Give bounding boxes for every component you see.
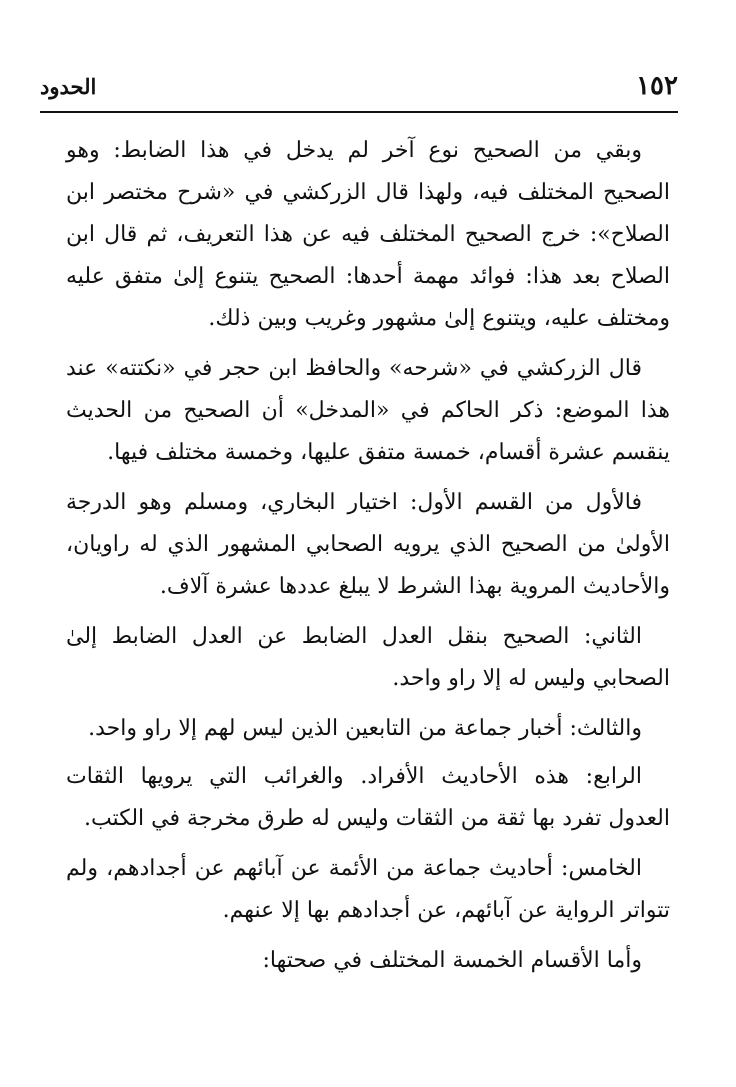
paragraph: والثالث: أخبار جماعة من التابعين الذين ليس لهم إلا راو واحد. <box>88 716 642 741</box>
paragraph: الرابع: هذه الأحاديث الأفراد. والغرائب التي يرويها الثقات العدول تفرد بها ثقة من الثقات وليس له طرق مخرجة في الكتب. <box>66 764 670 831</box>
paragraph: فالأول من القسم الأول: اختيار البخاري، ومسلم وهو الدرجة الأولىٰ من الصحيح الذي يرويه الصحابي المشهور الذي له راويان، والأحاديث المروية بهذا الشرط لا يبلغ عددها عشرة آلاف. <box>66 490 670 599</box>
page-body <box>66 130 670 990</box>
paragraph: وبقي من الصحيح نوع آخر لم يدخل في هذا الضابط: وهو الصحيح المختلف فيه، ولهذا قال الزركشي في «شرح مختصر ابن الصلاح»: خرج الصحيح المختلف فيه عن هذا التعريف، ثم قال ابن الصلاح بعد هذا: فوائد مهمة أحدها: الصحيح يتنوع إلىٰ متفق عليه ومختلف عليه، ويتنوع إلىٰ مشهور وغريب وبين ذلك. <box>66 138 670 331</box>
paragraph: الخامس: أحاديث جماعة من الأئمة عن آبائهم عن أجدادهم، ولم تتواتر الرواية عن آبائهم، عن أجدادهم بها إلا عنهم. <box>66 856 670 923</box>
running-title: الحدود <box>40 73 97 99</box>
paragraph: قال الزركشي في «شرحه» والحافظ ابن حجر في «نكتته» عند هذا الموضع: ذكر الحاكم في «المدخل» أن الصحيح من الحديث ينقسم عشرة أقسام، خمسة متفق عليها، وخمسة مختلف فيها. <box>66 356 670 465</box>
page-number: ١٥٢ <box>636 71 678 101</box>
page-header <box>40 66 678 106</box>
paragraph: الثاني: الصحيح بنقل العدل الضابط عن العدل الضابط إلىٰ الصحابي وليس له إلا راو واحد. <box>66 624 670 691</box>
header-rule <box>40 111 678 113</box>
paragraph: وأما الأقسام الخمسة المختلف في صحتها: <box>262 948 642 973</box>
